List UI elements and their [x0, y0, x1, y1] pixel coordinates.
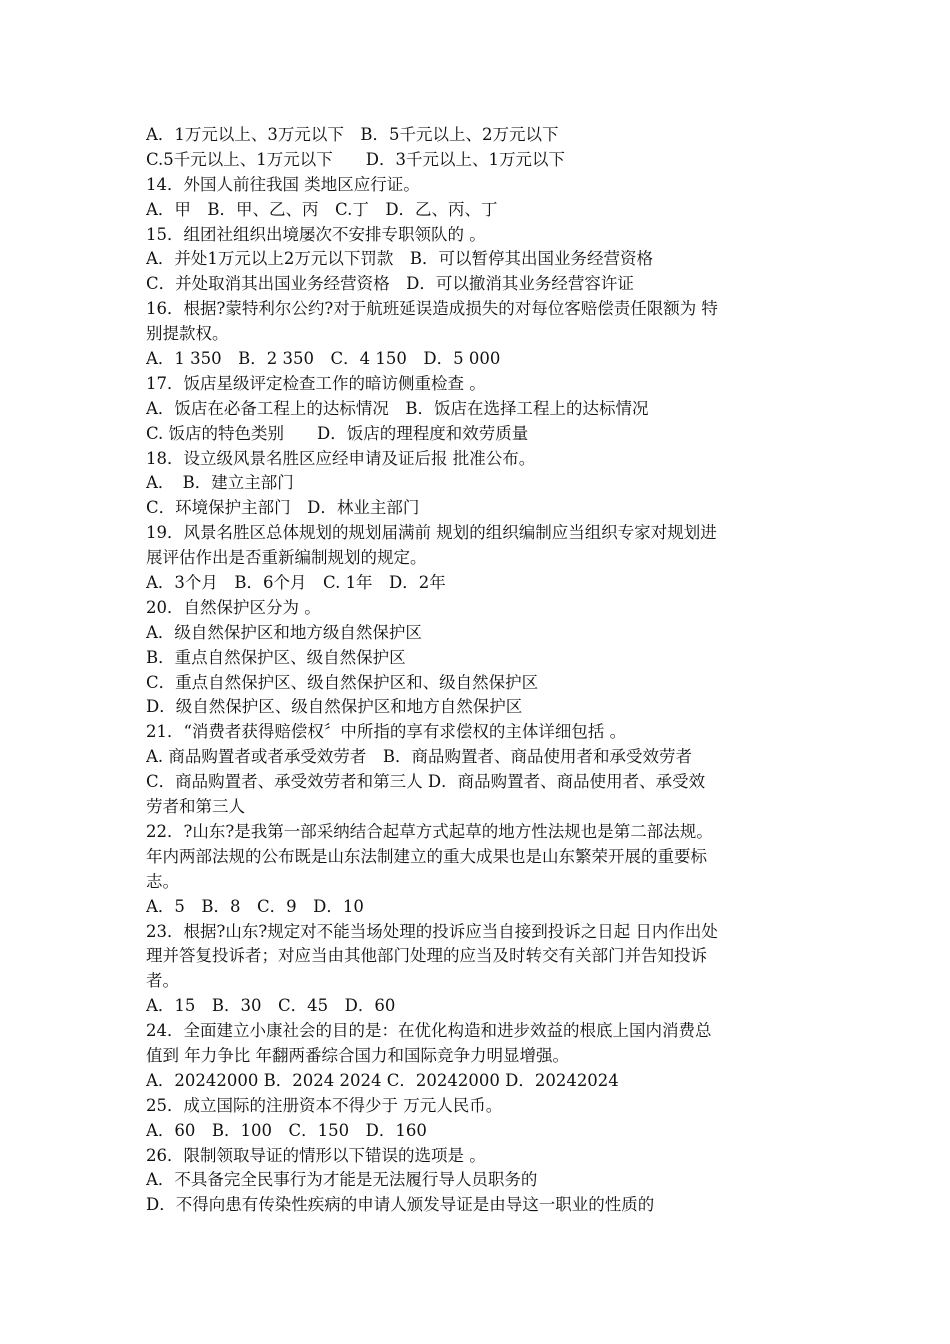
text-line: 17．饭店星级评定检查工作的暗访侧重检查 。	[146, 373, 486, 393]
text-line: 别提款权。	[146, 324, 229, 344]
text-line: 值到 年力争比 年翻两番综合国力和国际竞争力明显增强。	[146, 1045, 569, 1065]
text-line: A．60 B．100 C．150 D．160	[146, 1120, 427, 1140]
text-line: C．重点自然保护区、级自然保护区和、级自然保护区	[146, 672, 539, 692]
text-line: A．5 B．8 C．9 D．10	[146, 896, 364, 916]
text-line: 26．限制领取导证的情形以下错误的选项是 。	[146, 1145, 486, 1165]
text-line: 18．设立级风景名胜区应经申请及证后报 批准公布。	[146, 448, 536, 468]
text-line: 劳者和第三人	[146, 797, 245, 817]
text-line: 志。	[146, 871, 179, 891]
document-text-block	[146, 123, 808, 1218]
text-line: 展评估作出是否重新编制规划的规定。	[146, 548, 427, 568]
text-line: A．3个月 B．6个月 C. 1年 D．2年	[146, 573, 446, 593]
text-line: A. 商品购置者或者承受效劳者 B．商品购置者、商品使用者和承受效劳者	[146, 747, 693, 767]
text-line: 24．全面建立小康社会的目的是：在优化构造和进步效益的根底上国内消费总	[146, 1021, 712, 1041]
text-line: A．不具备完全民事行为才能是无法履行导人员职务的	[146, 1170, 538, 1190]
text-line: C. 饭店的特色类别 D．饭店的理程度和效劳质量	[146, 423, 529, 443]
text-line: C．并处取消其出国业务经营资格 D．可以撤消其业务经营容许证	[146, 274, 634, 294]
text-line: 14．外国人前往我国 类地区应行证。	[146, 174, 420, 194]
text-line: A．饭店在必备工程上的达标情况 B．饭店在选择工程上的达标情况	[146, 398, 649, 418]
text-line: A．1万元以上、3万元以下 B．5千元以上、2万元以下	[146, 125, 559, 144]
text-line: C．商品购置者、承受效劳者和第三人 D．商品购置者、商品使用者、承受效	[146, 772, 706, 792]
text-line: C.5千元以上、1万元以下 D．3千元以上、1万元以下	[146, 149, 566, 169]
text-line: 20．自然保护区分为 。	[146, 597, 321, 617]
text-line: 23．根据?山东?规定对不能当场处理的投诉应当自接到投诉之日起 日内作出处	[146, 921, 718, 941]
text-line: 25．成立国际的注册资本不得少于 万元人民币。	[146, 1095, 503, 1115]
text-line: A．1 350 B．2 350 C．4 150 D．5 000	[146, 349, 501, 369]
text-line: 21．“消费者获得赔偿权〞中所指的享有求偿权的主体详细包括 。	[146, 722, 627, 742]
text-line: B．重点自然保护区、级自然保护区	[146, 647, 406, 667]
text-line: D．不得向患有传染性疾病的申请人颁发导证是由导这一职业的性质的	[146, 1195, 655, 1215]
text-line: A．甲 B．甲、乙、丙 C.丁 D．乙、丙、丁	[146, 199, 498, 219]
text-line: A．并处1万元以上2万元以下罚款 B．可以暂停其出国业务经营资格	[146, 249, 654, 269]
text-line: 者。	[146, 971, 179, 991]
text-line: A． B．建立主部门	[146, 473, 294, 493]
text-line: 19．风景名胜区总体规划的规划届满前 规划的组织编制应当组织专家对规划进	[146, 523, 717, 543]
text-line: 16．根据?蒙特利尔公约?对于航班延误造成损失的对每位客赔偿责任限额为 特	[146, 299, 718, 319]
text-line: 22．?山东?是我第一部采纳结合起草方式起草的地方性法规也是第二部法规。	[146, 821, 713, 841]
text-line: D．级自然保护区、级自然保护区和地方自然保护区	[146, 697, 523, 717]
text-line: A．级自然保护区和地方级自然保护区	[146, 622, 422, 642]
text-line: C．环境保护主部门 D．林业主部门	[146, 498, 420, 518]
text-line: 年内两部法规的公布既是山东法制建立的重大成果也是山东繁荣开展的重要标	[146, 846, 707, 866]
text-line: 15．组团社组织出境屡次不安排专职领队的 。	[146, 224, 486, 244]
text-line: A．20242000 B．2024 2024 C．20242000 D．20242024	[146, 1070, 619, 1090]
text-line: A．15 B．30 C．45 D．60	[146, 996, 396, 1016]
text-line: 理并答复投诉者；对应当由其他部门处理的应当及时转交有关部门并告知投诉	[146, 946, 707, 966]
